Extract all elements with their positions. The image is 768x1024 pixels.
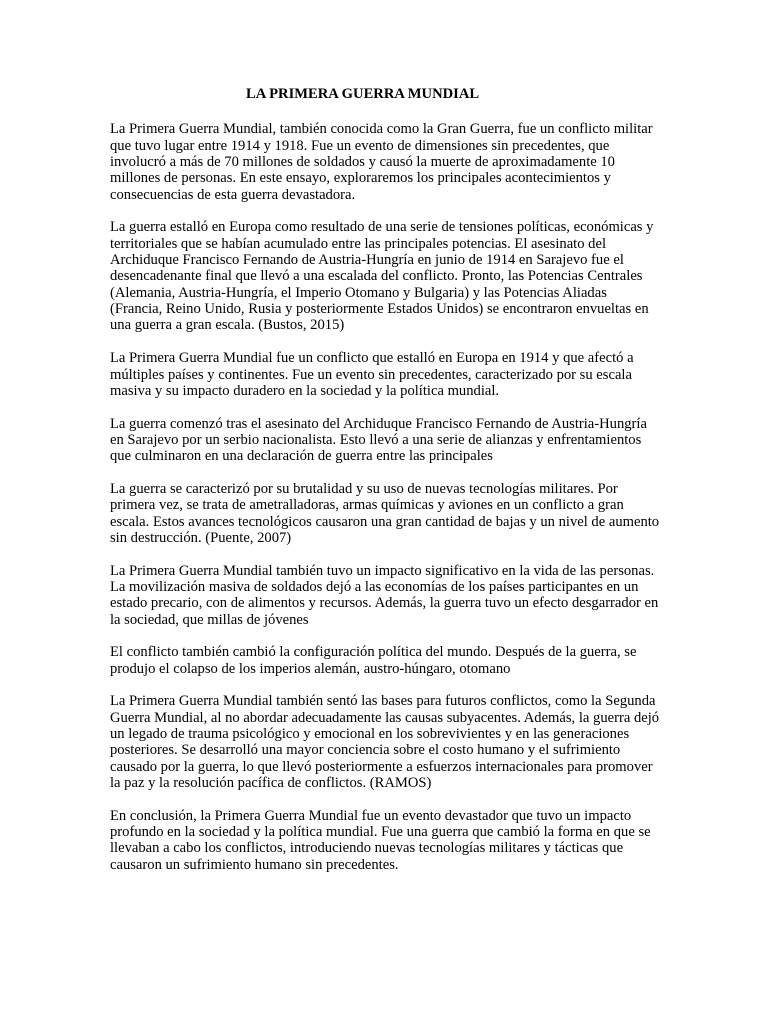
paragraph-legacy: La Primera Guerra Mundial también sentó las bases para futuros conflictos, como la Segunda Guerra Mundial, al no abordar adecuadamente las causas subyacentes. Además, la guerra dejó un legado de trauma psicológico y emocional en los sobrevivientes y en las generaciones posteriores. Se desarrolló una mayor conciencia sobre el costo humano y el sufrimiento causado por la guerra, lo que llevó posteriormente a esfuerzos internacionales para promover la paz y la resolución pacífica de conflictos. (RAMOS) — [110, 693, 660, 792]
document-title: LA PRIMERA GUERRA MUNDIAL — [246, 86, 480, 102]
paragraph-introduction: La Primera Guerra Mundial, también conocida como la Gran Guerra, fue un conflicto militar que tuvo lugar entre 1914 y 1918. Fue un evento de dimensiones sin precedentes, que involucró a más de 70 millones de soldados y causó la muerte de aproximadamente 10 millones de personas. En este ensayo, exploraremos los principales acontecimientos y consecuencias de esta guerra devastadora. — [110, 121, 653, 203]
paragraph-outbreak: La guerra estalló en Europa como resultado de una serie de tensiones políticas, económicas y territoriales que se habían acumulado entre las principales potencias. El asesinato del Archiduque Francisco Fernando de Austria-Hungría en junio de 1914 en Sarajevo fue el desencadenante final que llevó a una escalada del conflicto. Pronto, las Potencias Centrales (Alemania, Austria-Hungría, el Imperio Otomano y Bulgaria) y las Potencias Aliadas (Francia, Reino Unido, Rusia y posteriormente Estados Unidos) se encontraron envueltas en una guerra a gran escala. (Bustos, 2015) — [110, 219, 654, 334]
paragraph-political-change: El conflicto también cambió la configuración política del mundo. Después de la guerra, se produjo el colapso de los imperios alemán, austro-húngaro, otomano — [110, 644, 637, 677]
document-body — [110, 86, 660, 890]
paragraph-overview: La Primera Guerra Mundial fue un conflicto que estalló en Europa en 1914 y que afectó a múltiples países y continentes. Fue un evento sin precedentes, caracterizado por su escala masiva y su impacto duradero en la sociedad y la política mundial. — [110, 350, 634, 399]
paragraph-conclusion: En conclusión, la Primera Guerra Mundial fue un evento devastador que tuvo un impacto profundo en la sociedad y la política mundial. Fue una guerra que cambió la forma en que se llevaban a cabo los conflictos, introduciendo nuevas tecnologías militares y tácticas que causaron un sufrimiento humano sin precedentes. — [110, 807, 651, 873]
paragraph-assassination: La guerra comenzó tras el asesinato del Archiduque Francisco Fernando de Austria-Hungría en Sarajevo por un serbio nacionalista. Esto llevó a una serie de alianzas y enfrentamientos que culminaron en una declaración de guerra entre las principales — [110, 415, 647, 465]
paragraph-technology: La guerra se caracterizó por su brutalidad y su uso de nuevas tecnologías militares. Por primera vez, se trata de ametralladoras, armas químicas y aviones en un conflicto a gran escala. Estos avances tecnológicos causaron una gran cantidad de bajas y un nivel de aumento sin destrucción. (Puente, 2007) — [110, 480, 660, 546]
paragraph-social-impact: La Primera Guerra Mundial también tuvo un impacto significativo en la vida de las personas. La movilización masiva de soldados dejó a las economías de los países participantes en un estado precario, con de alimentos y recursos. Además, la guerra tuvo un efecto desgarrador en la sociedad, que millas de jóvenes — [110, 562, 659, 628]
